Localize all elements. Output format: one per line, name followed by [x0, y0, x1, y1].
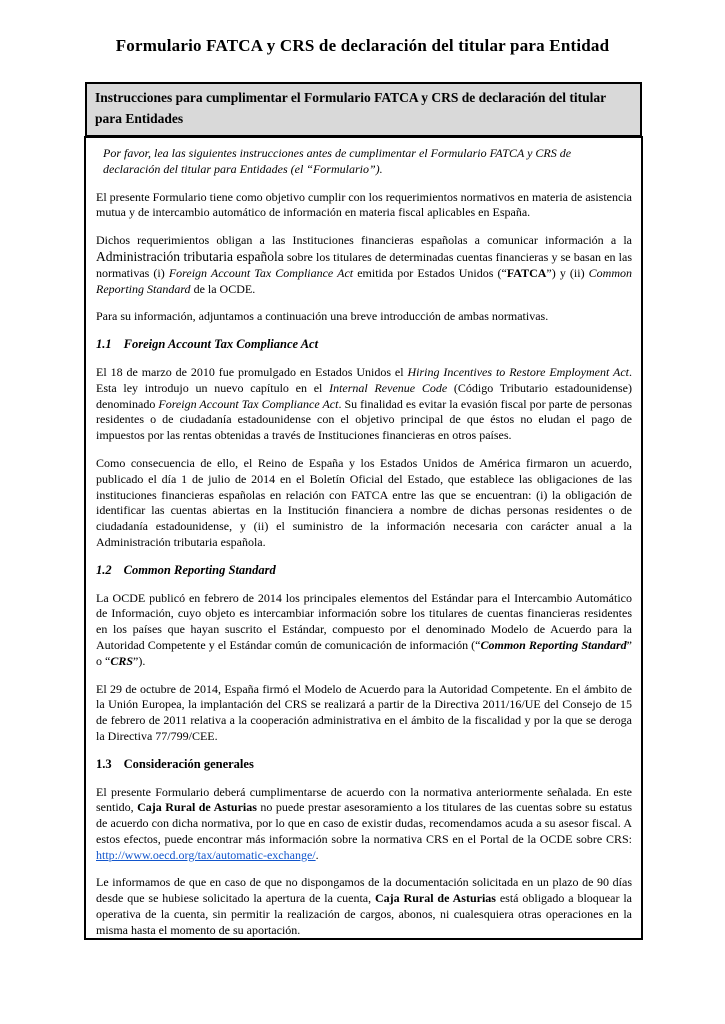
paragraph: [96, 456, 632, 551]
text-run: CRS: [110, 653, 134, 668]
section-title: Foreign Account Tax Compliance Act: [123, 337, 319, 352]
text-run: Internal Revenue Code: [329, 380, 448, 395]
text-run: (Código Tributario estadounidense) denominado: [96, 380, 633, 411]
text-run: Dichos requerimientos obligan a las Instituciones financieras españolas a comunicar información a la: [96, 233, 632, 248]
text-run: ”) y (ii): [546, 265, 589, 280]
text-run: FATCA: [506, 265, 547, 280]
text-run: ” o “: [96, 637, 632, 668]
instructions-body-box: [84, 136, 643, 940]
instructions-header-text: Instrucciones para cumplimentar el Formulario FATCA y CRS de declaración del titular para Entidades: [95, 90, 606, 126]
text-run: Common Reporting Standard: [96, 265, 632, 296]
paragraph: [96, 233, 632, 297]
text-run: Foreign Account Tax Compliance Act: [158, 396, 339, 411]
text-run: El presente Formulario tiene como objetivo cumplir con los requerimientos normativos en materia de asistencia mutua y de intercambio automático de información en materia fiscal aplicables en España.: [96, 189, 632, 220]
text-run: .: [315, 847, 319, 862]
text-run: Como consecuencia de ello, el Reino de España y los Estados Unidos de América firmaron un acuerdo, publicado el día 1 de julio de 2014 en el Boletín Oficial del Estado, que establece las obligaciones de las instituciones financieras españolas en relación con FATCA entre las que se encuentran: (i) la obligación de identificar las cuentas abiertas en la Institución financiera a nombre de dichas personas residentes o de ciudadanía estadounidense, y (ii) el suministro de la información necesaria con carácter anual a la Administración tributaria española.: [96, 455, 632, 549]
instructions-header-box: [85, 82, 642, 137]
section-number: 1.2: [96, 562, 112, 577]
text-run: La OCDE publicó en febrero de 2014 los principales elementos del Estándar para el Intercambio Automático de Información, cuyo objeto es intercambiar información sobre los titulares de cuentas financieras residentes en los países que hayan suscrito el Estándar, compuesto por el denominado Modelo de Acuerdo para la Autoridad Competente y el Estándar común de comunicación de información (“: [96, 590, 632, 652]
section-heading: [96, 757, 632, 773]
paragraph: [96, 785, 632, 864]
text-run: está obligado a bloquear la operativa de la cuenta, sin permitir la realización de cargos, abonos, ni cualesquiera otras operaciones en la misma hasta el momento de su aportación.: [96, 891, 632, 937]
text-run: Caja Rural de Asturias: [137, 800, 257, 815]
text-run: Foreign Account Tax Compliance Act: [168, 265, 354, 280]
section-title: Consideración generales: [123, 756, 254, 771]
text-run: ”).: [133, 653, 146, 668]
text-run: Common Reporting Standard: [480, 637, 627, 652]
text-run: El presente Formulario deberá cumplimentarse de acuerdo con la normativa anteriormente señalada. En este sentido,: [96, 784, 632, 815]
text-run: no puede prestar asesoramiento a los titulares de las cuentas sobre su estatus de acuerdo con dicha normativa, por lo que en caso de existir dudas, recomendamos acuda a su asesor fiscal. A estos efectos, puede encontrar más información sobre la normativa CRS en el Portal de la OCDE sobre CRS:: [96, 800, 632, 846]
text-run: El 29 de octubre de 2014, España firmó el Modelo de Acuerdo para la Autoridad Competente. En el ámbito de la Unión Europea, la implantación del CRS se realizará a partir de la Directiva 2011/16/UE del Consejo de 15 de febrero de 2011 relativa a la cooperación administrativa en el ámbito de la fiscalidad y por la que se deroga la Directiva 77/799/CEE.: [96, 681, 632, 743]
text-run: Caja Rural de Asturias: [375, 891, 496, 906]
paragraph: [96, 591, 632, 670]
text-run: . Su finalidad es evitar la evasión fiscal por parte de personas residentes o de ciudadanía estadounidense con el objetivo principal de que éstos no eludan el pago de impuestos por las rentas obtenidas a través de Instituciones financieras en otros países.: [96, 396, 632, 443]
section-number: 1.3: [96, 756, 112, 771]
text-run: sobre los titulares de determinadas cuentas financieras y se basan en las normativas (i): [96, 249, 632, 280]
paragraph: [96, 682, 632, 745]
paragraph: [96, 309, 632, 325]
text-run: Por favor, lea las siguientes instrucciones antes de cumplimentar el Formulario FATCA y CRS de declaración del titular para Entidades (el “Formulario”).: [103, 146, 572, 176]
paragraph: [96, 365, 632, 444]
section-heading: [96, 563, 632, 579]
text-run: Hiring Incentives to Restore Employment Act: [407, 364, 629, 379]
text-run: Administración tributaria española: [96, 248, 284, 264]
oecd-crs-link[interactable]: http://www.oecd.org/tax/automatic-exchange/: [96, 847, 316, 862]
document-title: Formulario FATCA y CRS de declaración del titular para Entidad: [115, 36, 610, 55]
section-number: 1.1: [96, 337, 112, 352]
paragraph: [96, 190, 632, 222]
text-run: Para su información, adjuntamos a continuación una breve introducción de ambas normativas.: [96, 309, 549, 324]
text-run: de la OCDE.: [190, 281, 256, 296]
text-run: Le informamos de que en caso de que no dispongamos de la documentación solicitada en un plazo de 90 días desde que se hubiese solicitado la apertura de la cuenta,: [96, 875, 632, 906]
section-heading: [96, 337, 632, 353]
intro-paragraph: [103, 146, 606, 178]
section-title: Common Reporting Standard: [123, 562, 276, 577]
paragraph: [96, 875, 632, 938]
text-run: El 18 de marzo de 2010 fue promulgado en Estados Unidos el: [96, 364, 408, 379]
text-run: . Esta ley introdujo un nuevo capítulo en el: [96, 364, 632, 395]
text-run: emitida por Estados Unidos (“: [353, 265, 507, 280]
